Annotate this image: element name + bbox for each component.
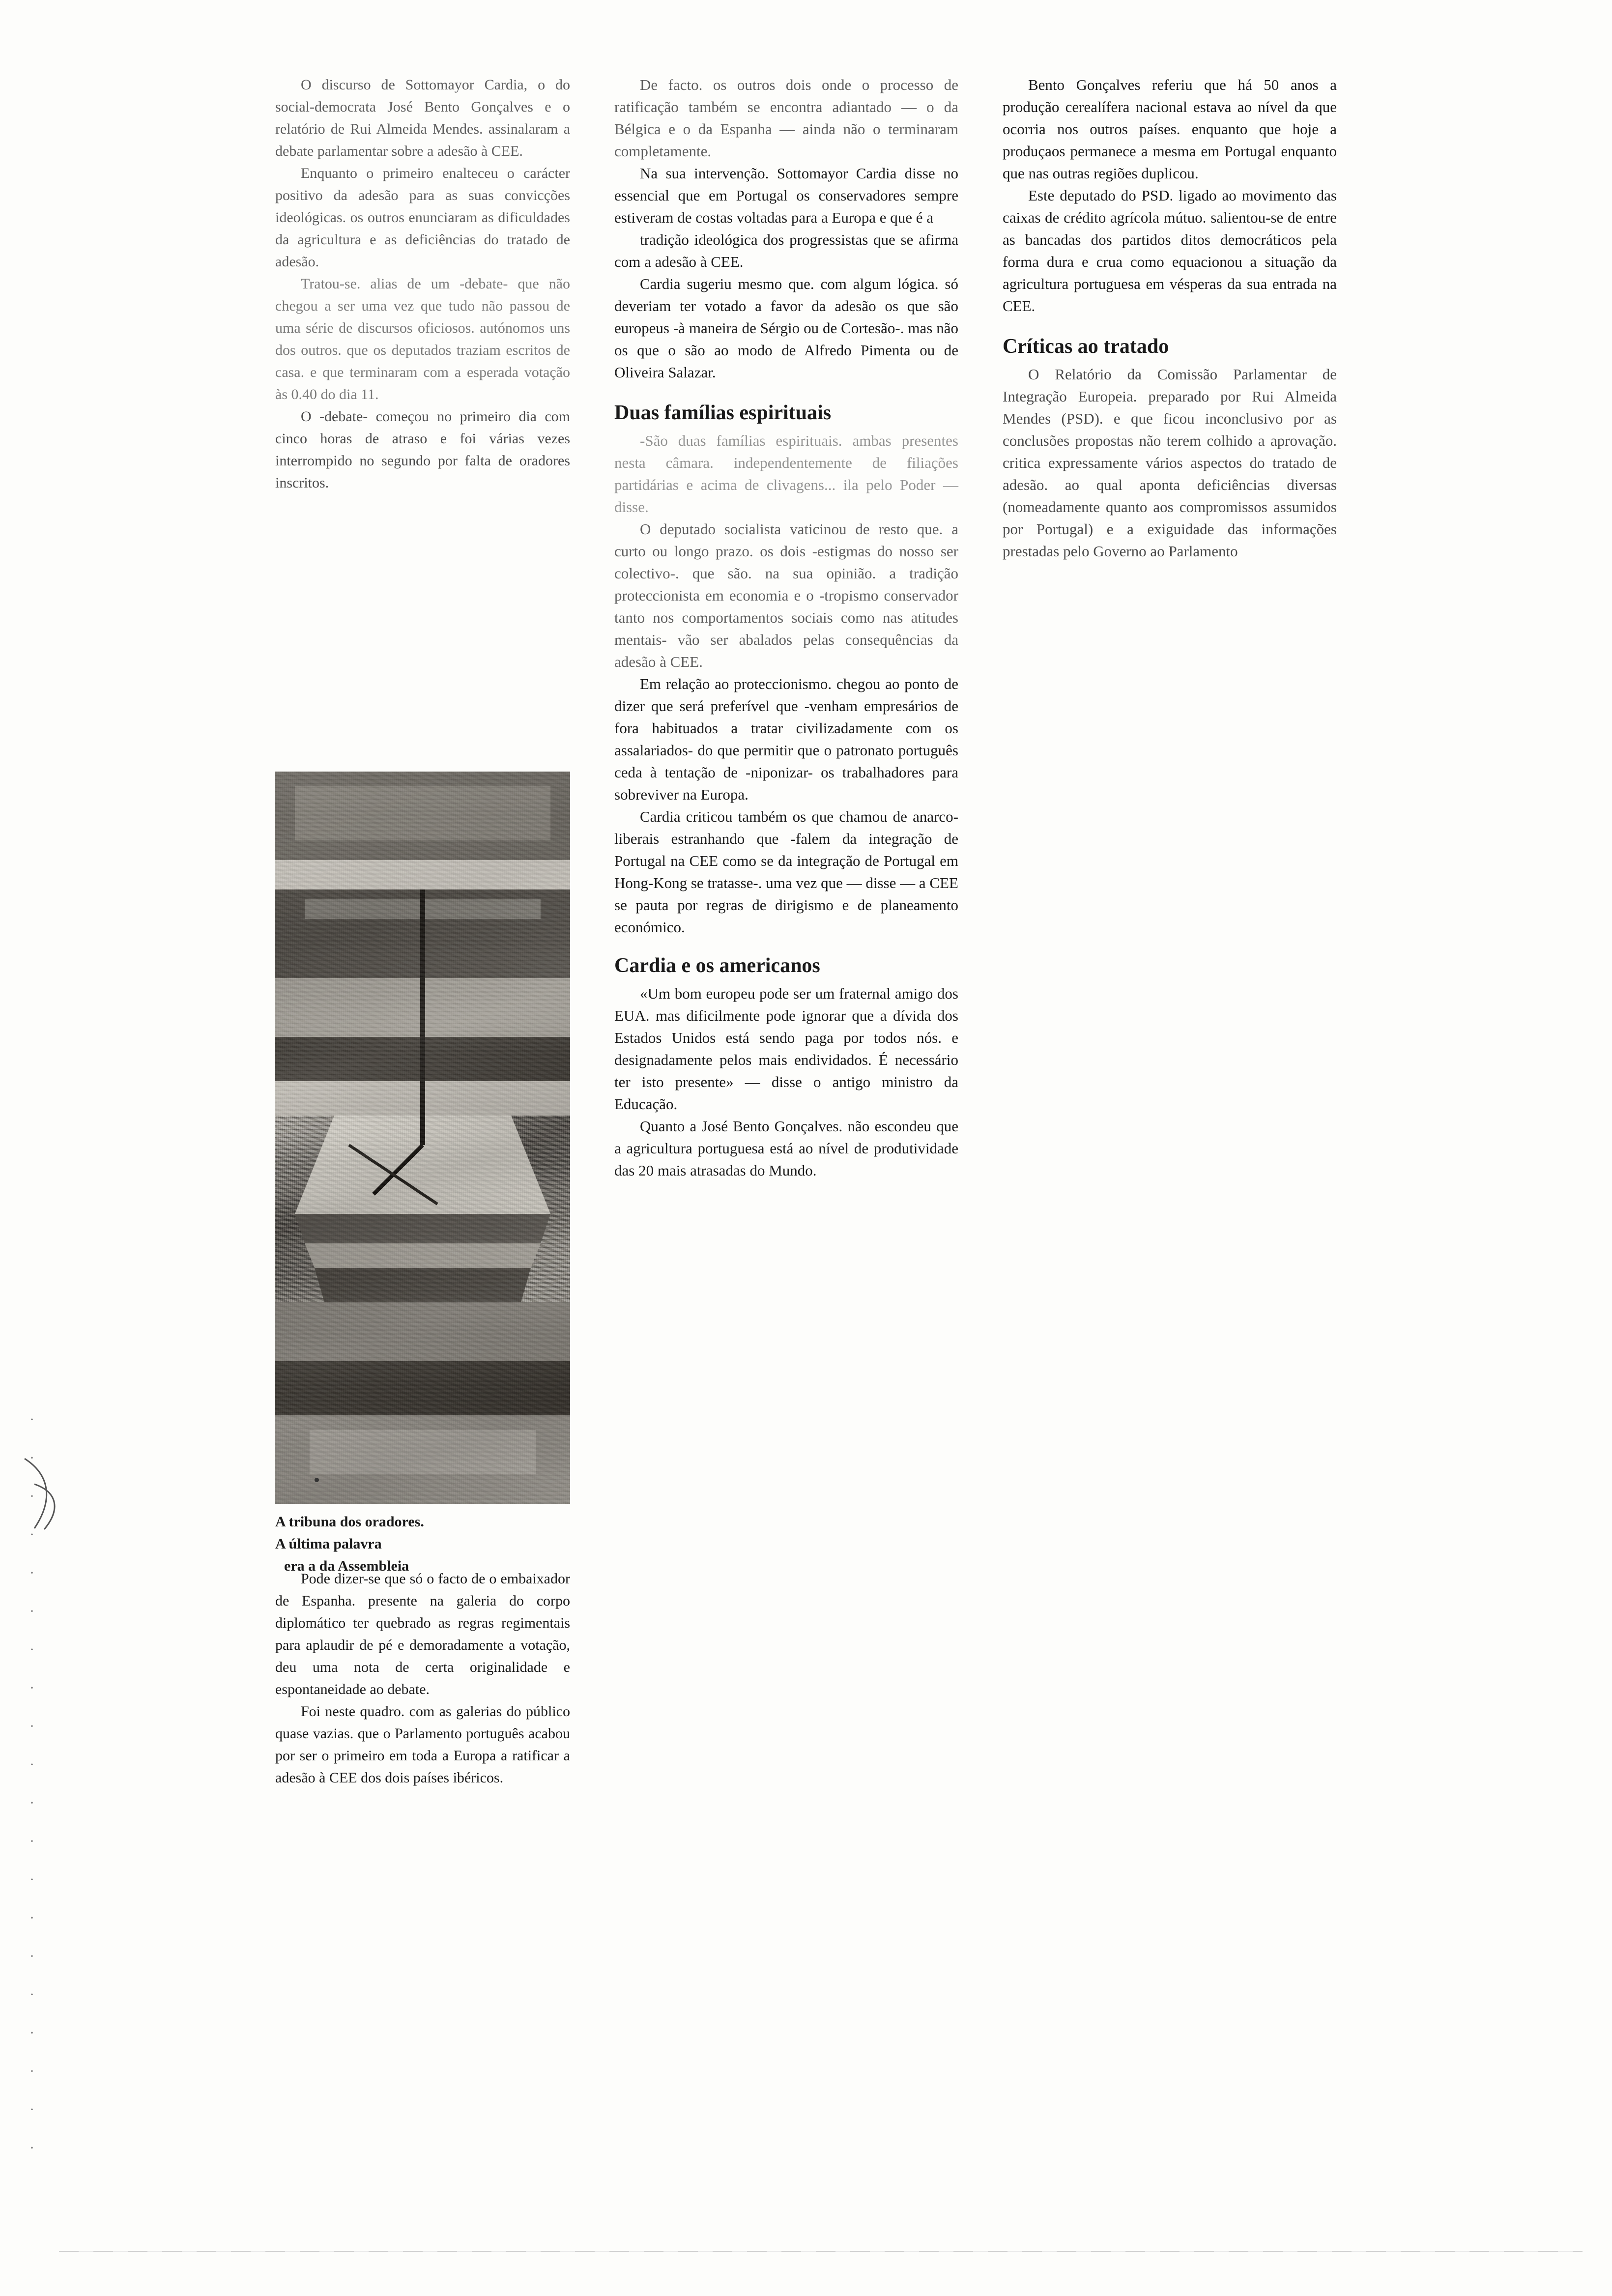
scan-bottom-edge xyxy=(59,2251,1583,2252)
paragraph: O -debate- começou no primeiro dia com cinco horas de atraso e foi várias vezes interrompido no segundo por falta de oradores inscritos. xyxy=(275,408,570,491)
margin-mark: · xyxy=(29,2101,34,2118)
paragraph: O deputado socialista vaticinou de resto que. a curto ou longo prazo. os dois -estigmas do nosso ser colectivo-. que são. na sua opinião. a tradição proteccionista em economia e o -tropismo conservador tanto nos comportamentos sociais como nas atitudes mentais- vão ser abalados pelas consequências da adesão à CEE. xyxy=(614,520,958,670)
paragraph: «Um bom europeu pode ser um fraternal amigo dos EUA. mas dificilmente pode ignorar que a dívida dos Estados Unidos está sendo paga por todos nós. e designadamente pelos mais endividados. É necessário ter isto presente» — disse o antigo ministro da Educação. xyxy=(614,985,958,1113)
section-heading-cardia-e-os-americanos: Cardia e os americanos xyxy=(614,954,820,977)
paragraph: Bento Gonçalves referiu que há 50 anos a produção cerealífera nacional estava ao nível da que ocorria nos outros países. enquanto que hoje a produçaos permanece a mesma em Portugal enquanto que nas outras regiões duplicou. xyxy=(1003,76,1337,182)
article-column-1-continued xyxy=(275,1568,570,1789)
margin-mark: · xyxy=(29,1986,34,2003)
paragraph: Pode dizer-se que só o facto de o embaixador de Espanha. presente na galeria do corpo diplomático ter quebrado as regras regimentais para aplaudir de pé e demoradamente a votação, deu uma nota de certa originalidade e espontaneidade ao debate. xyxy=(275,1571,570,1697)
caption-line: era a da Assembleia xyxy=(284,1558,409,1574)
margin-mark: · xyxy=(29,1565,34,1581)
paragraph: -São duas famílias espirituais. ambas presentes nesta câmara. independentemente de filiações partidárias e acima de clivagens... ila pelo Poder — disse. xyxy=(614,432,958,516)
margin-mark: · xyxy=(29,1680,34,1696)
paragraph: Foi neste quadro. com as galerias do público quase vazias. que o Parlamento português acabou por ser o primeiro em toda a Europa a ratificar a adesão à CEE dos dois países ibéricos. xyxy=(275,1703,570,1786)
article-column-1 xyxy=(275,74,570,1786)
paragraph: Cardia sugeriu mesmo que. com algum lógica. só deveriam ter votado a favor da adesão os que são europeus -à maneira de Sérgio ou de Cortesão-. mas não os que o são ao modo de Alfredo Pimenta ou de Oliveira Salazar. xyxy=(614,275,958,381)
paragraph: O discurso de Sottomayor Cardia, o do social-democrata José Bento Gonçalves e o relatório de Rui Almeida Mendes. assinalaram a debate parlamentar sobre a adesão à CEE. xyxy=(275,77,570,159)
margin-mark: · xyxy=(29,1948,34,1964)
paragraph: Em relação ao proteccionismo. chegou ao ponto de dizer que será preferível que -venham empresários de fora habituados a tratar civilizadamente com os assalariados- do que permitir que o patronato português ceda à tentação de -niponizar- os trabalhadores para sobreviver na Europa. xyxy=(614,675,958,803)
margin-mark: · xyxy=(29,1718,34,1734)
margin-mark: · xyxy=(29,1450,34,1466)
margin-mark: · xyxy=(29,1411,34,1428)
margin-mark: · xyxy=(29,1641,34,1658)
scan-margin-marks xyxy=(29,1401,49,2187)
article-column-2 xyxy=(614,74,958,1181)
paragraph: Este deputado do PSD. ligado ao movimento das caixas de crédito agrícola mútuo. salientou-se de entre as bancadas dos partidos ditos democráticos pela forma dura e crua como equacionou a situação da agricultura portuguesa em vésperas da sua entrada na CEE. xyxy=(1003,187,1337,315)
margin-mark: · xyxy=(29,1526,34,1543)
caption-line: A última palavra xyxy=(275,1536,382,1552)
photo-tribuna-dos-oradores xyxy=(275,772,570,1504)
paragraph: O Relatório da Comissão Parlamentar de Integração Europeia. preparado por Rui Almeida Mendes (PSD). e que ficou inconclusivo por as conclusões propostas não terem colhido a aprovação. critica expressamente vários aspectos do tratado de adesão. ao qual aponta deficiências diversas (nomeadamente quanto aos compromissos assumidos por Portugal) e a exiguidade das informações prestadas pelo Governo ao Parlamento xyxy=(1003,366,1337,560)
article-column-3 xyxy=(1003,74,1337,562)
paragraph: Quanto a José Bento Gonçalves. não escondeu que a agricultura portuguesa está ao nível de produtividade das 20 mais atrasadas do Mundo. xyxy=(614,1118,958,1179)
margin-mark: · xyxy=(29,1488,34,1504)
paragraph: Cardia criticou também os que chamou de anarco-liberais estranhando que -falem da integração de Portugal na CEE como se da integração de Portugal em Hong-Kong se tratasse-. uma vez que — disse — a CEE se pauta por regras de dirigismo e de planeamento económico. xyxy=(614,808,958,936)
paragraph: tradição ideológica dos progressistas que se afirma com a adesão à CEE. xyxy=(614,231,958,270)
margin-mark: · xyxy=(29,1910,34,1926)
paragraph: Enquanto o primeiro enalteceu o carácter positivo da adesão para as suas convicções ideológicas. os outros enunciaram as dificuldades da agricultura e as deficiências do tratado de adesão. xyxy=(275,165,570,270)
figure-caption xyxy=(275,1511,570,1577)
paragraph: Na sua intervenção. Sottomayor Cardia disse no essencial que em Portugal os conservadores sempre estiveram de costas voltadas para a Europa e que é a xyxy=(614,165,958,226)
margin-mark: · xyxy=(29,2140,34,2156)
margin-mark: · xyxy=(29,1756,34,1773)
margin-mark: · xyxy=(29,1603,34,1619)
margin-mark: · xyxy=(29,2025,34,2041)
section-heading-criticas-ao-tratado: Críticas ao tratado xyxy=(1003,335,1169,358)
paragraph: Tratou-se. alias de um -debate- que não chegou a ser uma vez que tudo não passou de uma série de discursos oficiosos. autónomos uns dos outros. que os deputados traziam escritos de casa. e que terminaram com a esperada votação às 0.40 do dia 11. xyxy=(275,276,570,402)
margin-mark: · xyxy=(29,1871,34,1888)
scan-speck xyxy=(315,1478,319,1482)
section-heading-duas-familias-espirituais: Duas famílias espirituais xyxy=(614,402,832,424)
paragraph: De facto. os outros dois onde o processo de ratificação também se encontra adiantado — o da Bélgica e o da Espanha — ainda não o terminaram completamente. xyxy=(614,76,958,160)
margin-mark: · xyxy=(29,2063,34,2079)
margin-mark: · xyxy=(29,1795,34,1811)
caption-line: A tribuna dos oradores. xyxy=(275,1514,424,1530)
article-figure xyxy=(275,772,570,1577)
margin-mark: · xyxy=(29,1833,34,1849)
